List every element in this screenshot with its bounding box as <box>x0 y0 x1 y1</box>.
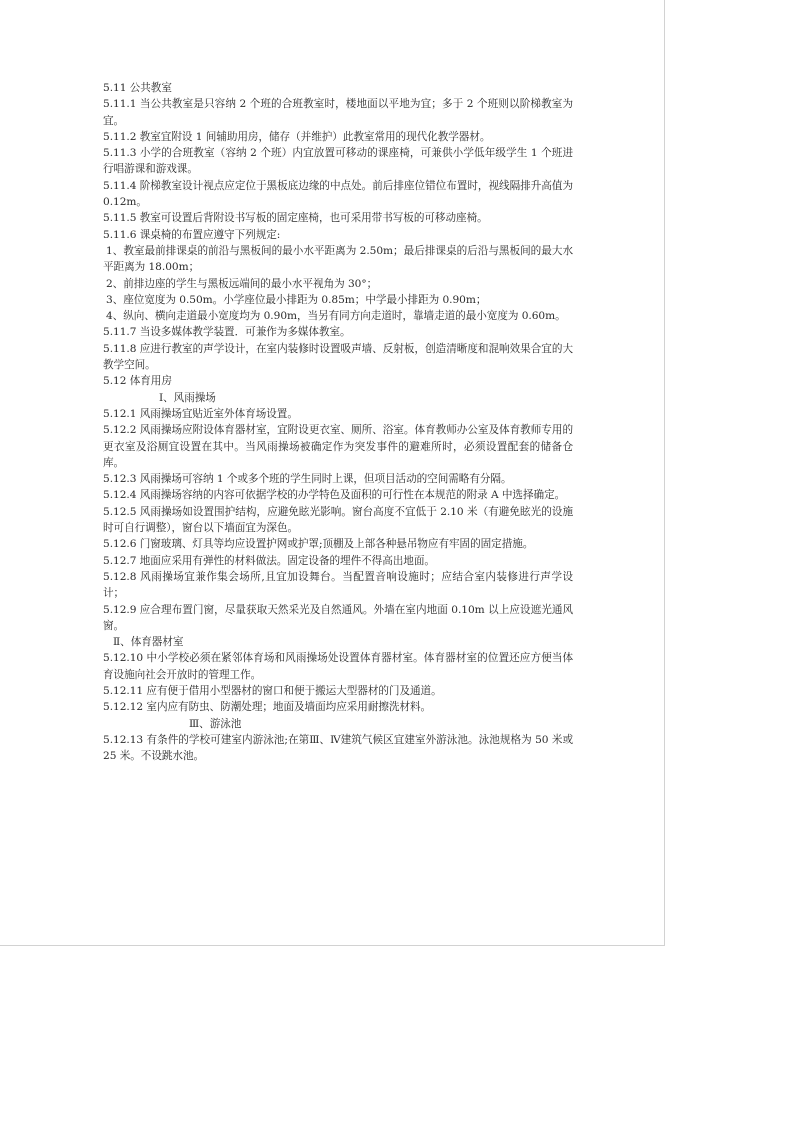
clause: 5.11.1 当公共教室是只容纳 2 个班的合班教室时，楼地面以平地为宜；多于 2 个班则以阶梯教室为宜。 <box>103 98 573 127</box>
list-item: 1、教室最前排课桌的前沿与黑板间的最小水平距离为 2.50m；最后排课桌的后沿与黑板间的最大水平距离为 18.00m； <box>103 244 573 274</box>
clause: 5.11.7 当设多媒体教学装置．可兼作为多媒体教室。 <box>103 326 351 339</box>
clause: 5.11.2 教室宜附设 1 间辅助用房，储存（并维护）此教室常用的现代化教学器材。 <box>103 130 491 143</box>
clause: 5.11.5 教室可设置后背附设书写板的固定座椅，也可采用带书写板的可移动座椅。 <box>103 212 488 225</box>
clause: 5.12.5 风雨操场如设置围护结构，应避免眩光影响。窗台高度不宜低于 2.10 米（有避免眩光的设施时可自行调整），窗台以下墙面宜为深色。 <box>103 505 573 535</box>
clause: 5.12.12 室内应有防虫、防潮处理；地面及墙面均应采用耐擦洗材料。 <box>103 701 432 714</box>
clause: 5.12.10 中小学校必须在紧邻体育场和风雨操场处设置体育器材室。体育器材室的位置还应方便当体育设施向社会开放时的管理工作。 <box>103 652 573 681</box>
list-item: 4、纵向、横向走道最小宽度均为 0.90m，当另有同方向走道时，靠墙走道的最小宽度为 0.60m。 <box>106 310 566 323</box>
clause: 5.12.2 风雨操场应附设体育器材室，宜附设更衣室、厕所、浴室。体育教师办公室及体育教师专用的更衣室及浴厕宜设置在其中。当风雨操场被确定作为突发事件的避难所时，必须设置配套的储备仓库。 <box>103 424 573 469</box>
clause: 5.12.4 风雨操场容纳的内容可依据学校的办学特色及面积的可行性在本规范的附录 A 中选择确定。 <box>103 489 566 502</box>
subsection-heading: Ⅰ、风雨操场 <box>159 391 216 404</box>
clause: 5.12.6 门窗玻璃、灯具等均应设置护网或护罩;顶棚及上部各种悬吊物应有牢固的固定措施。 <box>103 538 534 551</box>
list-item: 2、前排边座的学生与黑板远端间的最小水平视角为 30°； <box>106 277 378 290</box>
clause: 5.12.7 地面应采用有弹性的材料做法。固定设备的埋件不得高出地面。 <box>103 554 435 567</box>
clause: 5.12.13 有条件的学校可建室内游泳池;在第Ⅲ、Ⅳ建筑气候区宜建室外游泳池。泳池规格为 50 米或 25 米。不设跳水池。 <box>103 733 573 763</box>
subsection-heading: Ⅱ、体育器材室 <box>113 636 184 649</box>
subsection-heading: Ⅲ、游泳池 <box>189 717 242 730</box>
document-body <box>103 80 573 764</box>
clause: 5.11.8 应进行教室的声学设计，在室内装修时设置吸声墙、反射板，创造清晰度和混响效果合宜的大教学空间。 <box>103 342 573 372</box>
clause: 5.11.4 阶梯教室设计视点应定位于黑板底边缘的中点处。前后排座位错位布置时，视线隔排升高值为 0.12m。 <box>103 179 573 209</box>
clause: 5.12.11 应有便于借用小型器材的窗口和便于搬运大型器材的门及通道。 <box>103 684 442 697</box>
clause: 5.11.3 小学的合班教室（容纳 2 个班）内宜放置可移动的课座椅，可兼供小学低年级学生 1 个班进行唱游课和游戏课。 <box>103 147 573 176</box>
clause: 5.12.3 风雨操场可容纳 1 个或多个班的学生同时上课，但项目活动的空间需略有分隔。 <box>103 473 512 486</box>
clause: 5.12.9 应合理布置门窗，尽量获取天然采光及自然通风。外墙在室内地面 0.10m 以上应设遮光通风窗。 <box>103 603 573 632</box>
clause: 5.12.8 风雨操场宜兼作集会场所,且宜加设舞台。当配置音响设施时；应结合室内装修进行声学设计； <box>103 570 573 600</box>
clause: 5.12.1 风雨操场宜贴近室外体育场设置。 <box>103 407 298 420</box>
section-heading: 5.12 体育用房 <box>103 375 172 388</box>
clause: 5.11.6 课桌椅的布置应遵守下列规定: <box>103 228 281 241</box>
section-heading: 5.11 公共教室 <box>103 82 172 94</box>
list-item: 3、座位宽度为 0.50m。小学座位最小排距为 0.85m；中学最小排距为 0.90m； <box>106 293 487 306</box>
